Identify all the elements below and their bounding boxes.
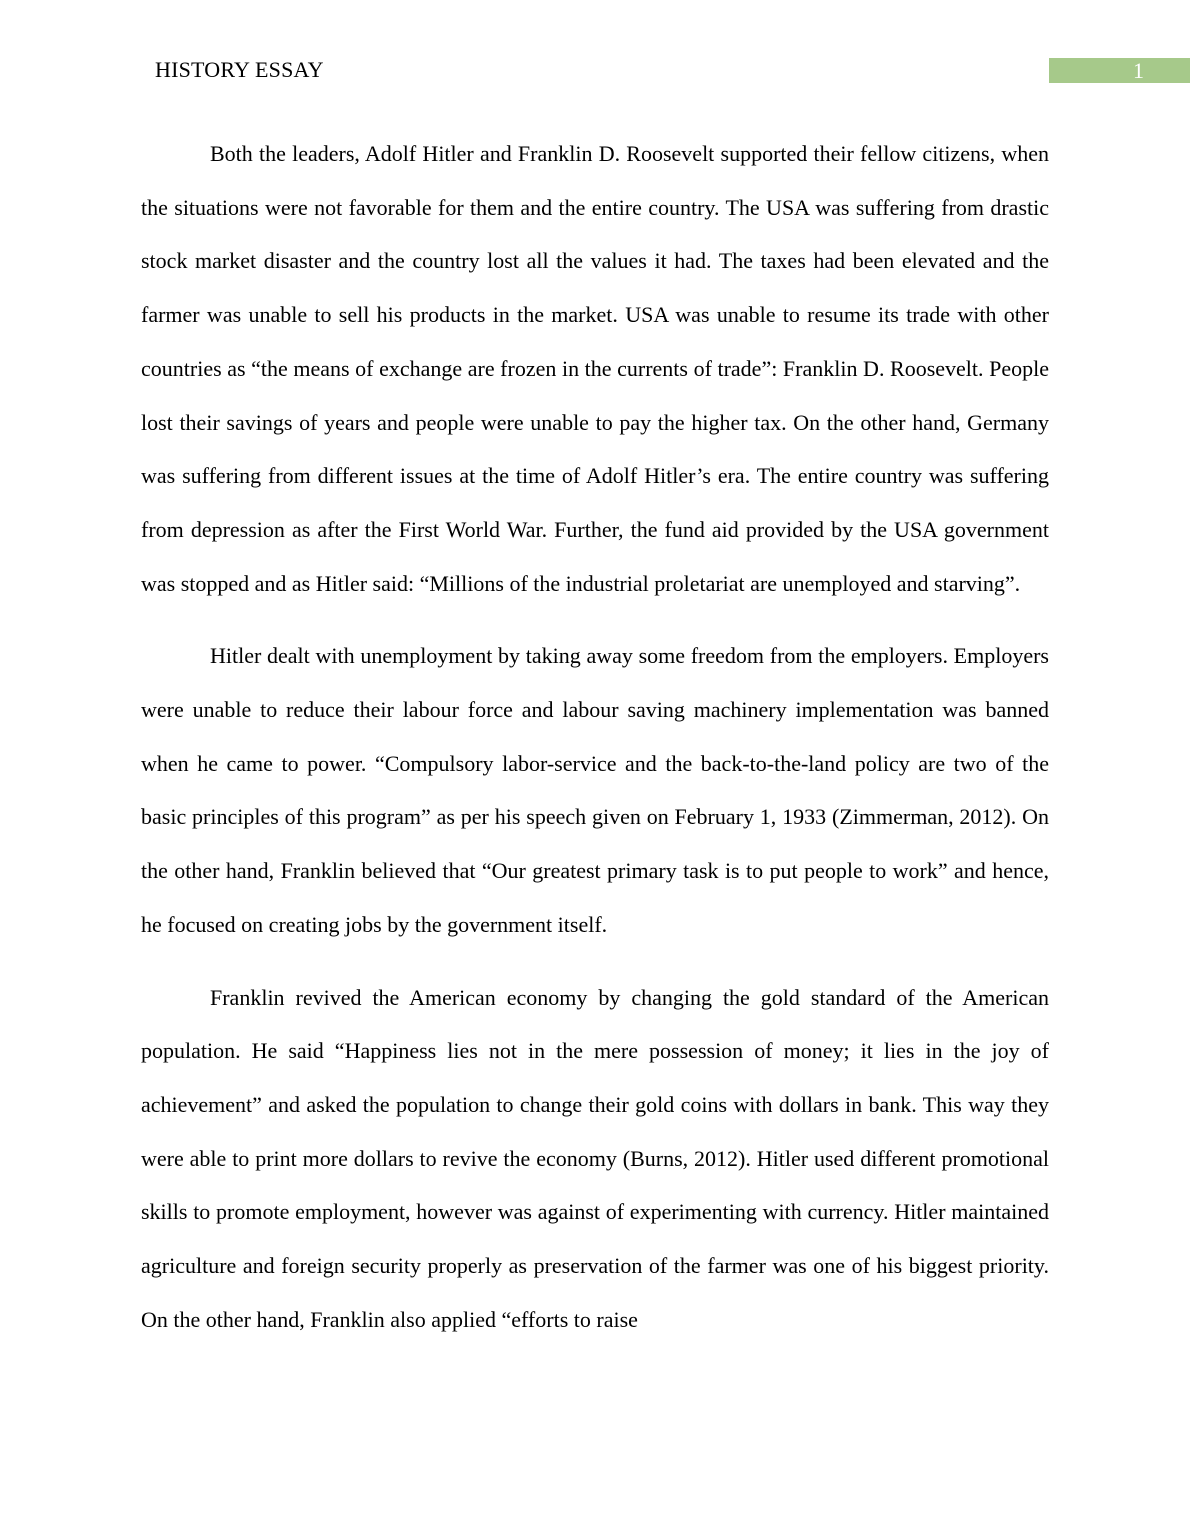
paragraph: Hitler dealt with unemployment by taking away some freedom from the employers. Employers were unable to reduce their labour force and labour saving machinery implementation was banned when he came to power. “Compulsory labor-service and the back-to-the-land policy are two of the basic principles of this program” as per his speech given on February 1, 1933 (Zimmerman, 2012). On the other hand, Franklin believed that “Our greatest primary task is to put people to work” and hence, he focused on creating jobs by the government itself. [141,643,1049,937]
paragraph: Franklin revived the American economy by changing the gold standard of the American population. He said “Happiness lies not in the mere possession of money; it lies in the joy of achievement” and asked the population to change their gold coins with dollars in bank. This way they were able to print more dollars to revive the economy (Burns, 2012). Hitler used different promotional skills to promote employment, however was against of experimenting with currency. Hitler maintained agriculture and foreign security properly as preservation of the farmer was one of his biggest priority. On the other hand, Franklin also applied “efforts to raise [141,984,1049,1332]
running-head: HISTORY ESSAY [155,57,324,82]
page-number: 1 [1049,58,1190,83]
essay-body [141,127,1049,1365]
paragraph: Both the leaders, Adolf Hitler and Franklin D. Roosevelt supported their fellow citizens, when the situations were not favorable for them and the entire country. The USA was suffering from drastic stock market disaster and the country lost all the values it had. The taxes had been elevated and the farmer was unable to sell his products in the market. USA was unable to resume its trade with other countries as “the means of exchange are frozen in the currents of trade”: Franklin D. Roosevelt. People lost their savings of years and people were unable to pay the higher tax. On the other hand, Germany was suffering from different issues at the time of Adolf Hitler’s era. The entire country was suffering from depression as after the First World War. Further, the fund aid provided by the USA government was stopped and as Hitler said: “Millions of the industrial proletariat are unemployed and starving”. [141,141,1049,596]
